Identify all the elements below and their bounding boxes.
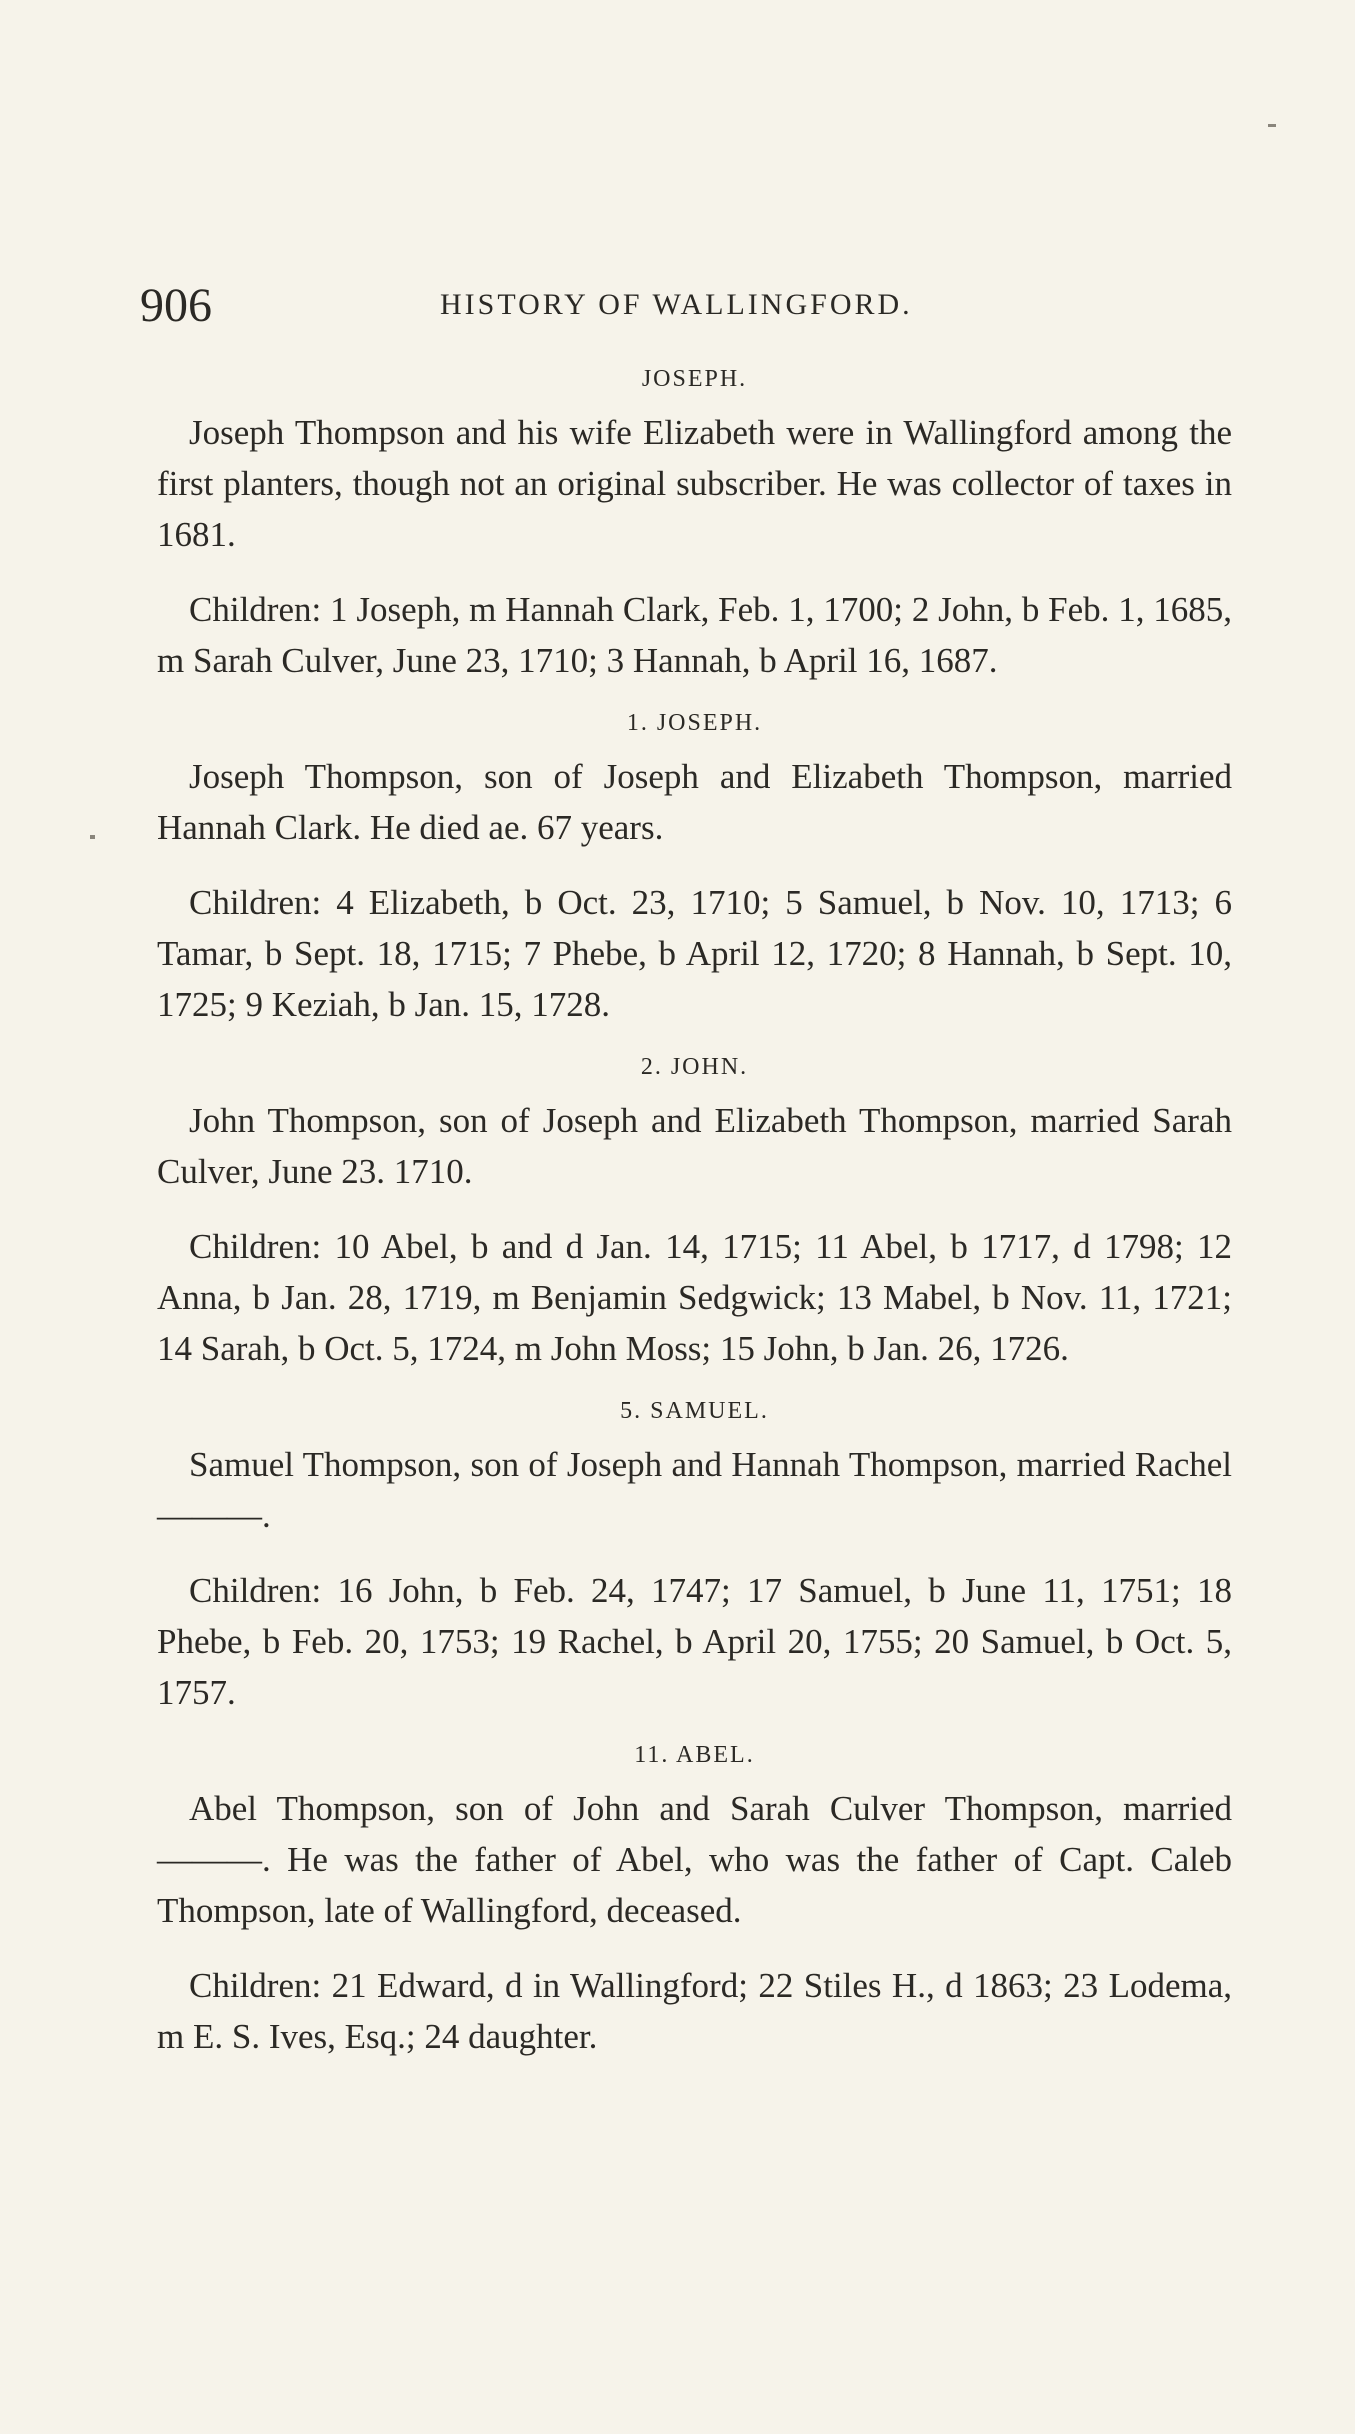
paragraph: Children: 21 Edward, d in Wallingford; 22 Stiles H., d 1863; 23 Lodema, m E. S. Ives, Esq.; 24 daughter. xyxy=(157,1966,1232,2056)
page xyxy=(140,278,1232,2086)
section-joseph xyxy=(157,366,1232,686)
paragraph: Joseph Thompson and his wife Elizabeth were in Wallingford among the first planters, though not an original subscriber. He was collector of taxes in 1681. xyxy=(157,413,1232,554)
page-number: 906 xyxy=(140,279,212,332)
running-title: HISTORY OF WALLINGFORD. xyxy=(440,288,913,321)
page-header xyxy=(140,278,1232,348)
paragraph: Children: 1 Joseph, m Hannah Clark, Feb. 1, 1700; 2 John, b Feb. 1, 1685, m Sarah Culver, June 23, 1710; 3 Hannah, b April 16, 1687. xyxy=(157,590,1232,680)
section-heading: 5. SAMUEL. xyxy=(620,1398,769,1424)
section-2-john xyxy=(157,1054,1232,1374)
scan-mark xyxy=(90,835,95,839)
paragraph: Joseph Thompson, son of Joseph and Elizabeth Thompson, married Hannah Clark. He died ae. 67 years. xyxy=(157,757,1232,847)
section-11-abel xyxy=(157,1742,1232,2062)
section-1-joseph xyxy=(157,710,1232,1030)
paragraph: John Thompson, son of Joseph and Elizabeth Thompson, married Sarah Culver, June 23. 1710. xyxy=(157,1101,1232,1191)
paragraph: Abel Thompson, son of John and Sarah Culver Thompson, married ———. He was the father of Abel, who was the father of Capt. Caleb Thompson, late of Wallingford, deceased. xyxy=(157,1789,1232,1930)
scan-mark xyxy=(1268,124,1276,127)
paragraph: Samuel Thompson, son of Joseph and Hannah Thompson, married Rachel ———. xyxy=(157,1445,1232,1535)
section-heading: 11. ABEL. xyxy=(634,1742,755,1768)
section-5-samuel xyxy=(157,1398,1232,1718)
section-heading: JOSEPH. xyxy=(641,366,748,392)
paragraph: Children: 16 John, b Feb. 24, 1747; 17 Samuel, b June 11, 1751; 18 Phebe, b Feb. 20, 1753; 19 Rachel, b April 20, 1755; 20 Samuel, b Oct. 5, 1757. xyxy=(157,1571,1232,1712)
section-heading: 2. JOHN. xyxy=(640,1054,749,1080)
paragraph: Children: 4 Elizabeth, b Oct. 23, 1710; 5 Samuel, b Nov. 10, 1713; 6 Tamar, b Sept. 18, 1715; 7 Phebe, b April 12, 1720; 8 Hannah, b Sept. 10, 1725; 9 Keziah, b Jan. 15, 1728. xyxy=(157,883,1232,1024)
section-heading: 1. JOSEPH. xyxy=(626,710,763,736)
paragraph: Children: 10 Abel, b and d Jan. 14, 1715; 11 Abel, b 1717, d 1798; 12 Anna, b Jan. 28, 1719, m Benjamin Sedgwick; 13 Mabel, b Nov. 11, 1721; 14 Sarah, b Oct. 5, 1724, m John Moss; 15 John, b Jan. 26, 1726. xyxy=(157,1227,1232,1368)
